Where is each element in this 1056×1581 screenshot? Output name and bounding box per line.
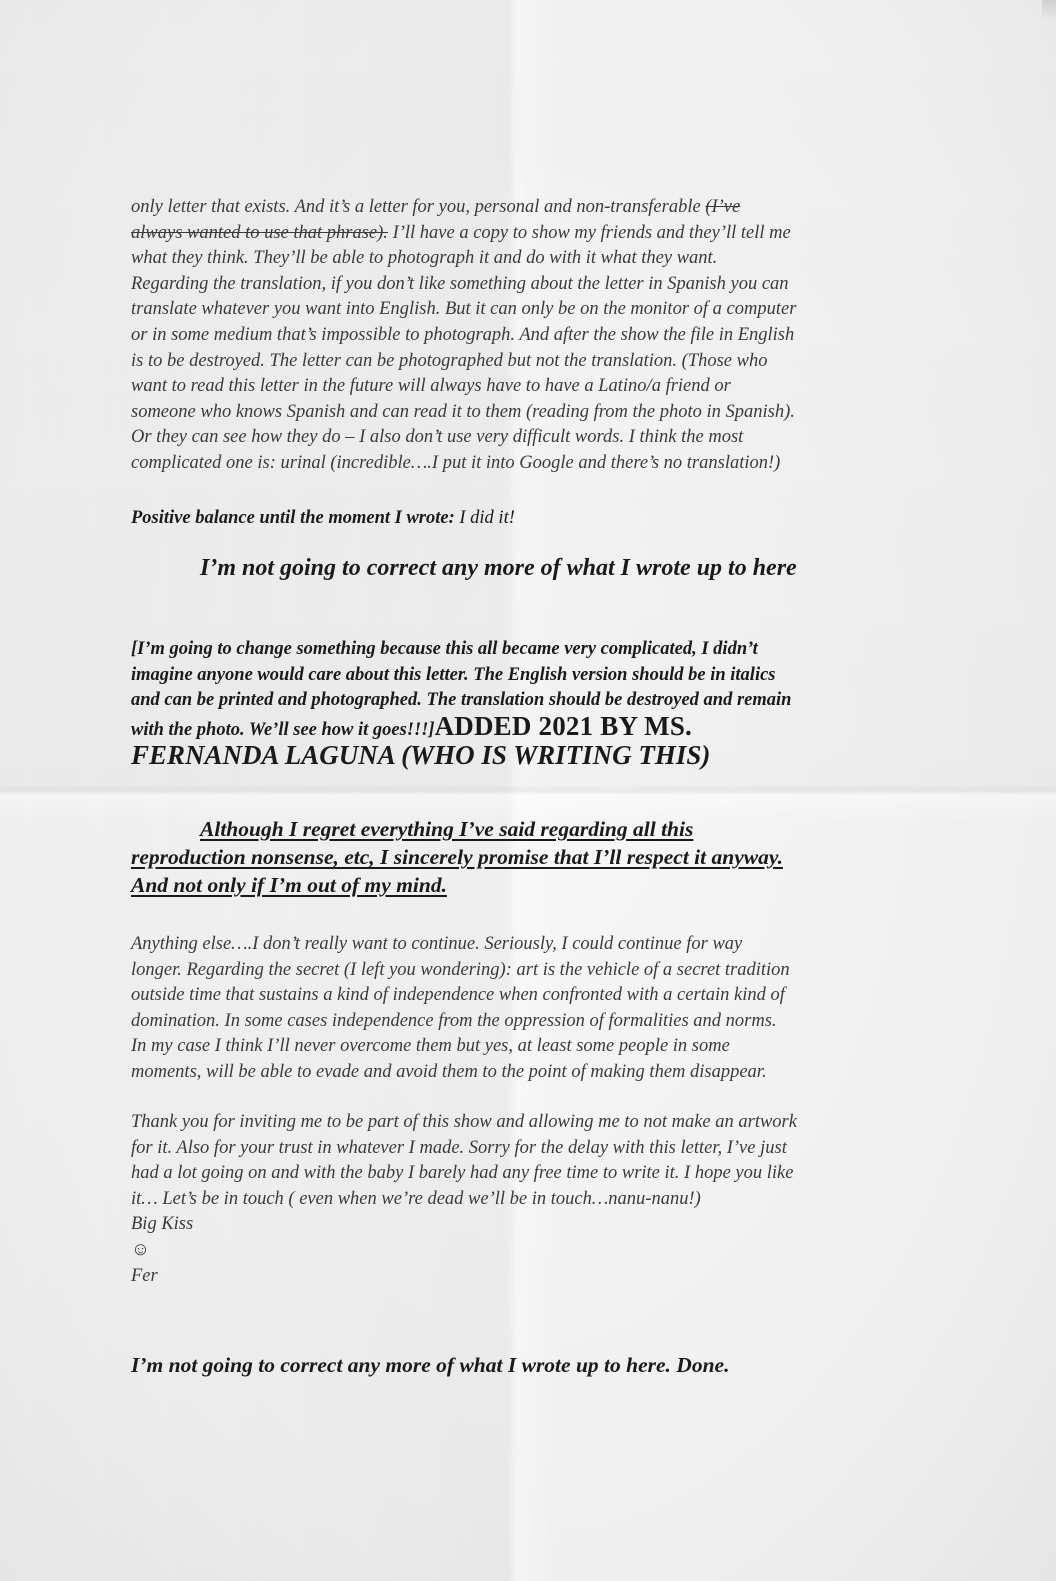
struck-text: always wanted to use that phrase). (131, 222, 388, 243)
final-statement: I’m not going to correct any more of what I wrote up to here. Done. (131, 1353, 730, 1377)
author-credit: FERNANDA LAGUNA (WHO IS WRITING THIS) (131, 740, 711, 771)
signature: Fer (131, 1265, 158, 1286)
closing-paragraph (131, 932, 931, 1086)
added-2021-label: ADDED 2021 BY MS. (434, 710, 692, 741)
thanks-paragraph (131, 1110, 931, 1289)
smiley-icon: ☺ (131, 1239, 150, 1260)
note-line: imagine anyone would care about this letter. The English version should be in italics (131, 664, 776, 685)
note-line: with the photo. We’ll see how it goes!!!]ADDED 2021 BY MS. (131, 710, 692, 741)
paper-corner-shadow (1042, 0, 1056, 20)
balance-label: Positive balance until the moment I wrote: (131, 508, 455, 528)
thanks-line: it… Let’s be in touch ( even when we’re dead we’ll be in touch…nanu-nanu!) (131, 1188, 701, 1209)
intro-line: or in some medium that’s impossible to photograph. And after the show the file in English (131, 324, 795, 345)
thanks-line: had a lot going on and with the baby I barely had any free time to write it. I hope you like (131, 1163, 794, 1184)
promise-line: And not only if I’m out of my mind. (131, 873, 447, 897)
note-line: and can be printed and photographed. The translation should be destroyed and remain (131, 690, 792, 711)
thanks-line: for it. Also for your trust in whatever I made. Sorry for the delay with this letter, I’ve just (131, 1137, 787, 1158)
closing-line: In my case I think I’ll never overcome them but yes, at least some people in some (131, 1036, 730, 1057)
promise-line: Although I regret everything I’ve said regarding all this (200, 817, 694, 841)
closing-line: outside time that sustains a kind of independence when confronted with a certain kind of (131, 985, 785, 1006)
closing-line: longer. Regarding the secret (I left you wondering): art is the vehicle of a secret tradition (131, 959, 790, 980)
intro-line: translate whatever you want into English. But it can only be on the monitor of a computer (131, 299, 797, 320)
intro-line: is to be destroyed. The letter can be photographed but not the translation. (Those who (131, 350, 768, 371)
note-line: [I’m going to change something because this all became very complicated, I didn’t (131, 639, 758, 659)
closing-line: moments, will be able to evade and avoid them to the point of making them disappear. (131, 1061, 767, 1082)
struck-text: (I’ve (705, 197, 741, 217)
closing-line: Anything else….I don’t really want to continue. Seriously, I could continue for way (131, 934, 743, 954)
correction-heading: I’m not going to correct any more of what I wrote up to here (200, 555, 797, 581)
balance-value: I did it! (459, 508, 515, 528)
intro-paragraph (131, 195, 931, 477)
closing-line: domination. In some cases independence from the oppression of formalities and norms. (131, 1010, 777, 1031)
sign-off: Big Kiss (131, 1214, 194, 1235)
added-note-paragraph (131, 637, 931, 769)
intro-line: only letter that exists. And it’s a letter for you, personal and non-transferable (I’ve (131, 197, 741, 217)
intro-line: want to read this letter in the future will always have to have a Latino/a friend or (131, 376, 731, 397)
intro-line: what they think. They’ll be able to photograph it and do with it what they want. (131, 248, 718, 269)
intro-line: complicated one is: urinal (incredible….I put it into Google and there’s no translation!) (131, 452, 781, 473)
intro-line: Or they can see how they do – I also don’t use very difficult words. I think the most (131, 427, 744, 448)
balance-line (131, 506, 931, 530)
intro-line: Regarding the translation, if you don’t like something about the letter in Spanish you can (131, 273, 789, 294)
intro-line: always wanted to use that phrase). I’ll have a copy to show my friends and they’ll tell me (131, 222, 791, 243)
intro-line: someone who knows Spanish and can read it to them (reading from the photo in Spanish). (131, 401, 795, 422)
promise-line: reproduction nonsense, etc, I sincerely promise that I’ll respect it anyway. (131, 845, 783, 869)
promise-paragraph (131, 815, 931, 899)
thanks-line: Thank you for inviting me to be part of this show and allowing me to not make an artwork (131, 1112, 797, 1132)
